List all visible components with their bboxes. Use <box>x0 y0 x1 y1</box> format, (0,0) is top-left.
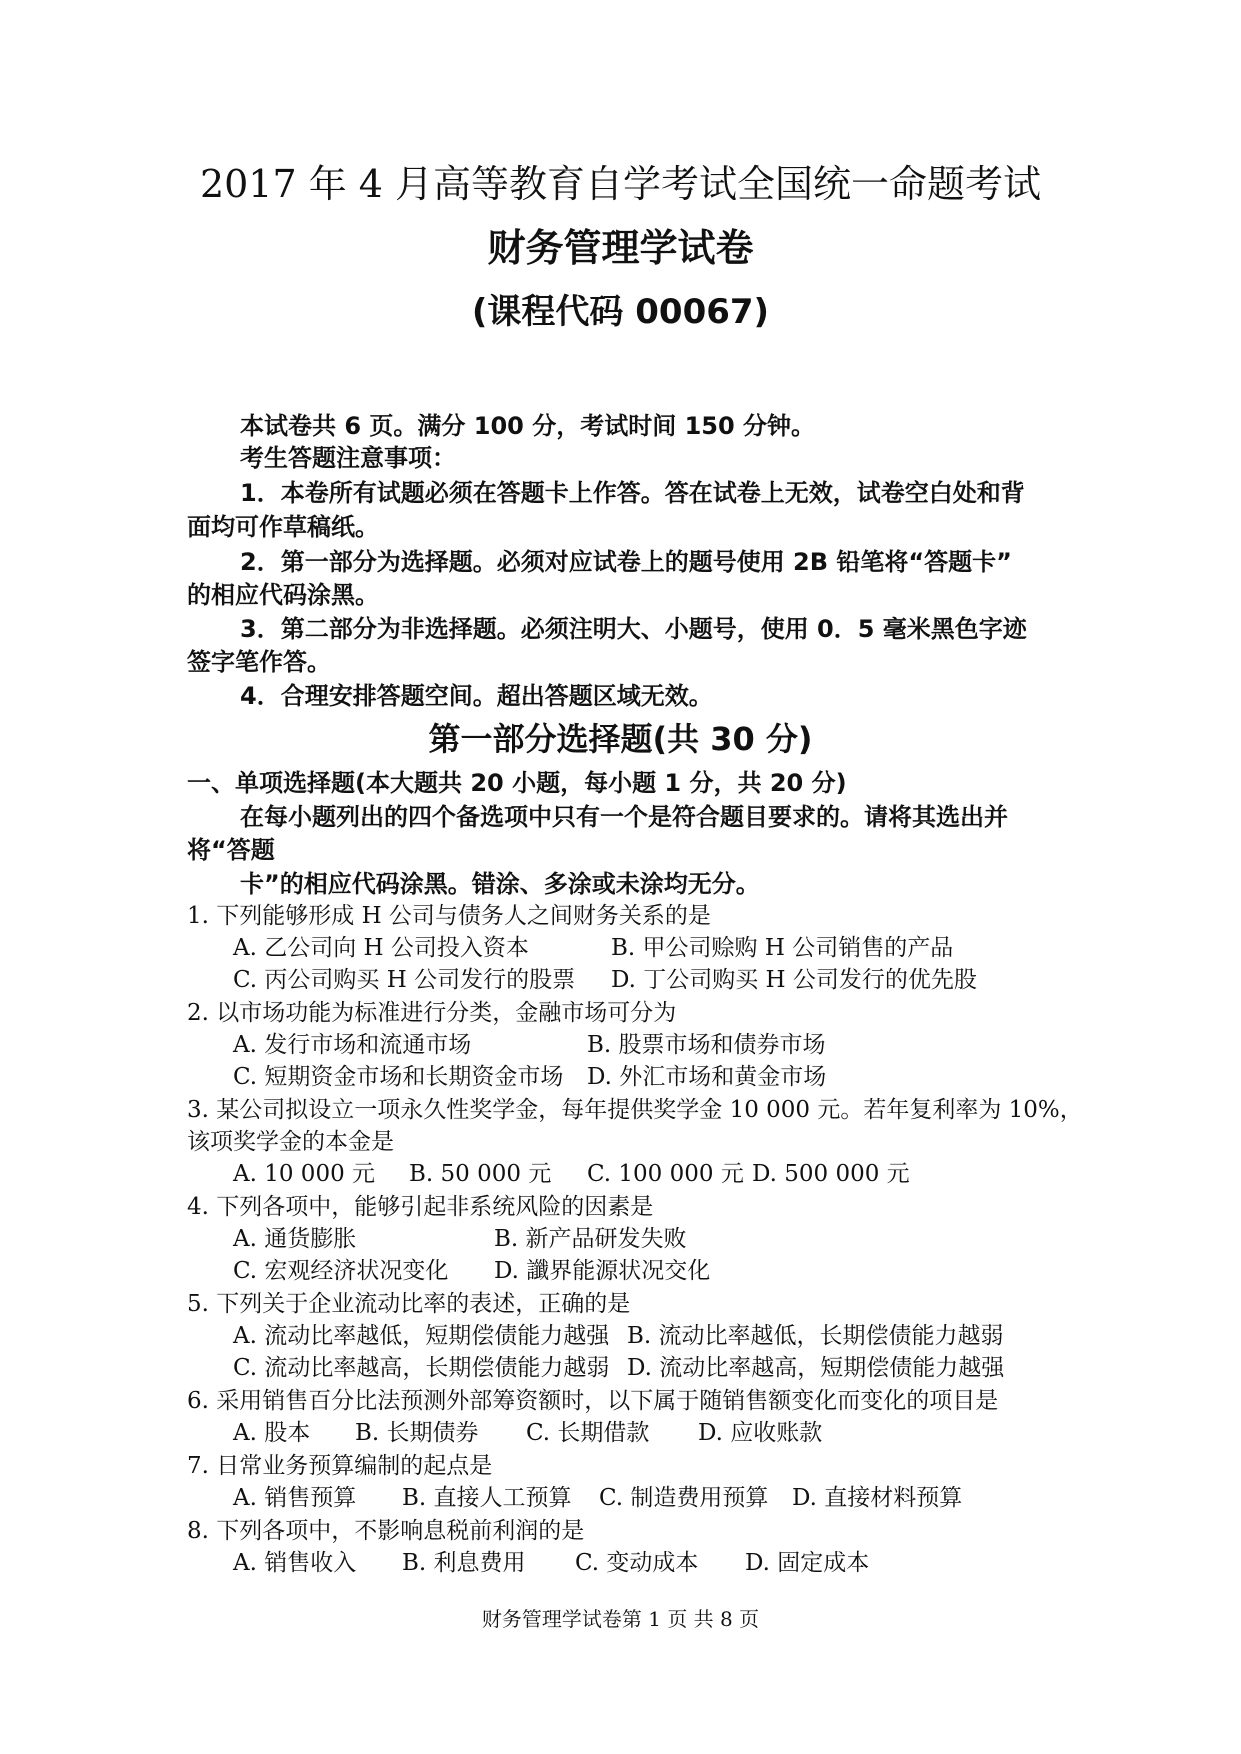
question-5-option-a: A. 流动比率越低，短期偿债能力越强 <box>233 1323 610 1349</box>
question-3-option-c: C. 100 000 元 <box>587 1161 744 1187</box>
question-5-option-d: D. 流动比率越高，短期偿债能力越强 <box>627 1355 1005 1381</box>
question-1-stem: 1. 下列能够形成 H 公司与债务人之间财务关系的是 <box>187 903 711 929</box>
exam-header-line: 2017 年 4 月高等教育自学考试全国统一命题考试 <box>199 162 1042 206</box>
question-5-stem: 5. 下列关于企业流动比率的表述，正确的是 <box>187 1291 631 1317</box>
notice-line-1: 本试卷共 6 页。满分 100 分，考试时间 150 分钟。 <box>240 412 816 440</box>
question-8-option-d: D. 固定成本 <box>745 1550 870 1576</box>
notice-item-1a: 1．本卷所有试题必须在答题卡上作答。答在试卷上无效，试卷空白处和背 <box>240 479 1025 507</box>
notice-item-4: 4．合理安排答题空间。超出答题区域无效。 <box>240 682 713 710</box>
question-3-option-d: D. 500 000 元 <box>752 1161 910 1187</box>
notice-item-2b: 的相应代码涂黑。 <box>187 581 379 609</box>
question-7-option-b: B. 直接人工预算 <box>402 1485 572 1511</box>
question-8-stem: 8. 下列各项中，不影响息税前利润的是 <box>187 1518 585 1544</box>
question-8-option-c: C. 变动成本 <box>575 1550 699 1576</box>
notice-line-2: 考生答题注意事项： <box>240 444 456 472</box>
question-4-option-b: B. 新产品研发失败 <box>494 1226 687 1252</box>
question-1-option-a: A. 乙公司向 H 公司投入资本 <box>233 935 529 961</box>
question-5-option-b: B. 流动比率越低，长期偿债能力越弱 <box>627 1323 1004 1349</box>
notice-item-3b: 签字笔作答。 <box>187 648 331 676</box>
question-2-option-d: D. 外汇市场和黄金市场 <box>587 1064 827 1090</box>
question-2-option-a: A. 发行市场和流通市场 <box>233 1032 472 1058</box>
question-3-option-a: A. 10 000 元 <box>233 1161 376 1187</box>
section-title: 第一部分选择题(共 30 分) <box>428 720 813 758</box>
page-footer: 财务管理学试卷第 1 页 共 8 页 <box>481 1607 760 1631</box>
section-instruction-b: 将“答题 <box>187 836 275 864</box>
section-instruction-c: 卡”的相应代码涂黑。错涂、多涂或未涂均无分。 <box>240 870 760 898</box>
notice-item-3a: 3．第二部分为非选择题。必须注明大、小题号，使用 0．5 毫米黑色字迹 <box>240 615 1027 643</box>
question-3-stem: 3. 某公司拟设立一项永久性奖学金，每年提供奖学金 10 000 元。若年复利率为 10%， <box>187 1097 1083 1123</box>
question-2-option-b: B. 股票市场和债券市场 <box>587 1032 826 1058</box>
question-8-option-b: B. 利息费用 <box>402 1550 526 1576</box>
question-1-option-b: B. 甲公司赊购 H 公司销售的产品 <box>611 935 954 961</box>
notice-item-2a: 2．第一部分为选择题。必须对应试卷上的题号使用 2B 铅笔将“答题卡” <box>240 548 1012 576</box>
section-instruction-a: 在每小题列出的四个备选项中只有一个是符合题目要求的。请将其选出并 <box>240 803 1008 831</box>
course-code: (课程代码 00067) <box>471 292 770 332</box>
question-2-option-c: C. 短期资金市场和长期资金市场 <box>233 1064 564 1090</box>
question-4-option-c: C. 宏观经济状况变化 <box>233 1258 449 1284</box>
question-2-stem: 2. 以市场功能为标准进行分类，金融市场可分为 <box>187 1000 677 1026</box>
question-6-option-d: D. 应收账款 <box>698 1420 823 1446</box>
question-1-option-c: C. 丙公司购买 H 公司发行的股票 <box>233 967 576 993</box>
question-7-stem: 7. 日常业务预算编制的起点是 <box>187 1453 493 1479</box>
paper-title: 财务管理学试卷 <box>487 226 754 270</box>
question-7-option-d: D. 直接材料预算 <box>792 1485 963 1511</box>
question-7-option-c: C. 制造费用预算 <box>599 1485 769 1511</box>
question-3-stem-continued: 该项奖学金的本金是 <box>187 1129 394 1155</box>
question-1-option-d: D. 丁公司购买 H 公司发行的优先股 <box>611 967 977 993</box>
question-8-option-a: A. 销售收入 <box>233 1550 357 1576</box>
question-5-option-c: C. 流动比率越高，长期偿债能力越弱 <box>233 1355 610 1381</box>
question-4-option-d: D. 讖界能源状况交化 <box>494 1258 711 1284</box>
section-subtitle: 一、单项选择题(本大题共 20 小题，每小题 1 分，共 20 分) <box>187 769 847 797</box>
question-4-option-a: A. 通货膨胀 <box>233 1226 357 1252</box>
question-3-option-b: B. 50 000 元 <box>409 1161 552 1187</box>
question-4-stem: 4. 下列各项中，能够引起非系统风险的因素是 <box>187 1194 654 1220</box>
notice-item-1b: 面均可作草稿纸。 <box>187 513 379 541</box>
question-6-option-c: C. 长期借款 <box>526 1420 650 1446</box>
question-7-option-a: A. 销售预算 <box>233 1485 357 1511</box>
question-6-option-b: B. 长期债券 <box>355 1420 479 1446</box>
question-6-stem: 6. 采用销售百分比法预测外部筹资额时，以下属于随销售额变化而变化的项目是 <box>187 1388 999 1414</box>
question-6-option-a: A. 股本 <box>233 1420 311 1446</box>
